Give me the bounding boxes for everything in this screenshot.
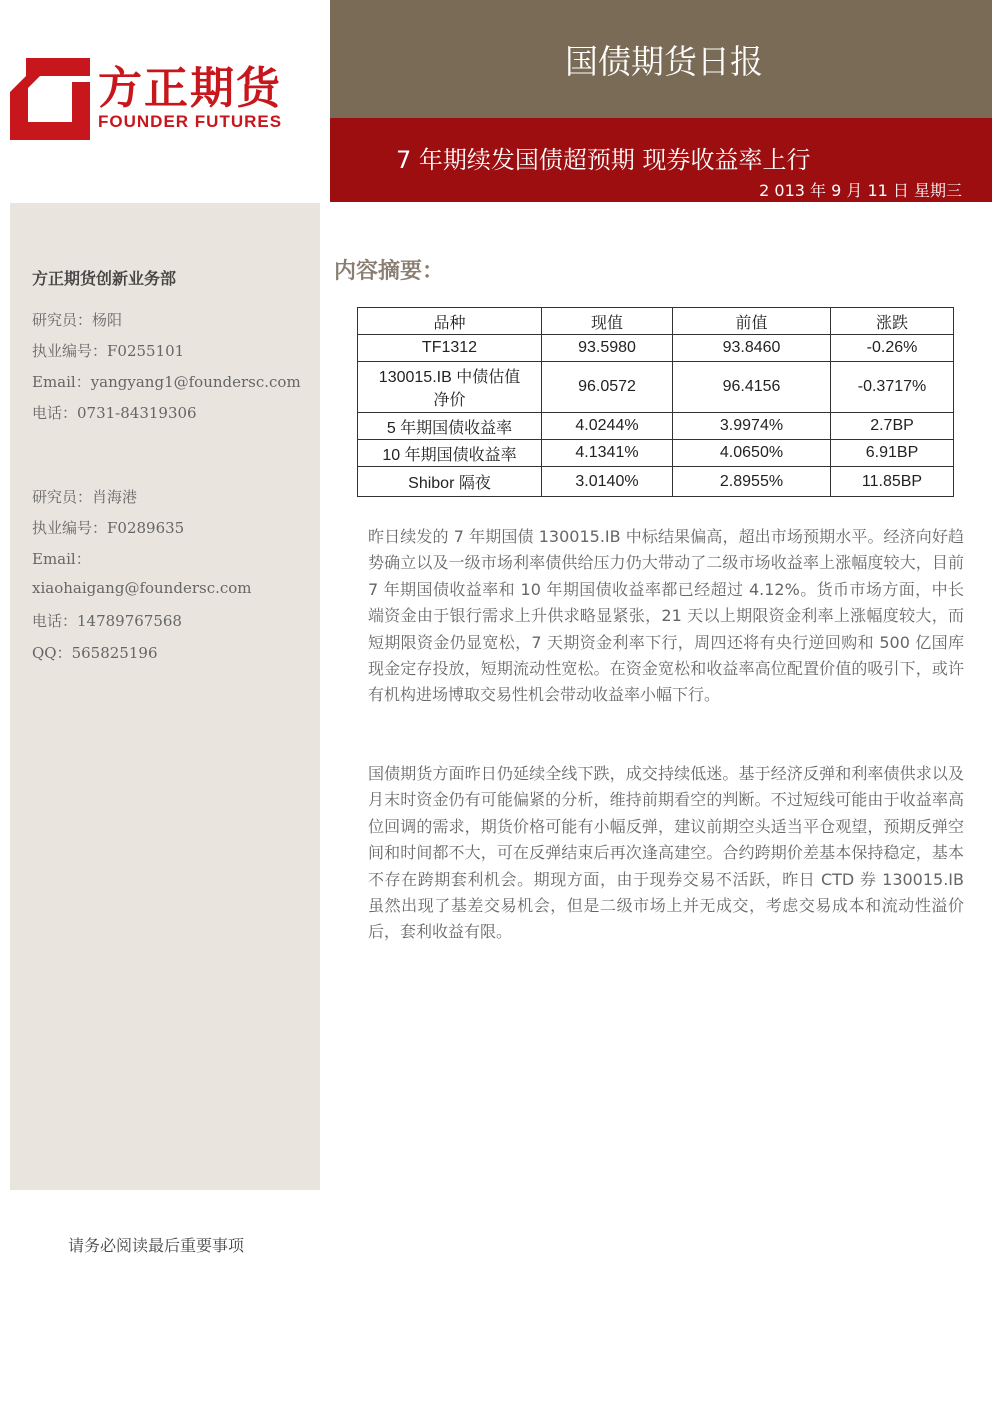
cell-item — [358, 362, 542, 413]
market-quotes-table — [357, 307, 954, 497]
analyst2-qq: QQ：565825196 — [32, 644, 158, 662]
analysis-paragraph-2: 国债期货方面昨日仍延续全线下跌，成交持续低迷。基于经济反弹和利率债供求以及月末时资金仍有可能偏紧的分析，维持前期看空的判断。不过短线可能由于收益率高位回调的需求，期货价格可能有小幅反弹，建议前期空头适当平仓观望，预期反弹空间和时间都不大，可在反弹结束后再次逢高建空。合约跨期价差基本保持稳定，基本不存在跨期套利机会。期现方面，由于现券交易不活跃，昨日 CTD 券 130015.IB 虽然出现了基差交易机会，但是二级市场上并无成交，考虑交易成本和流动性溢价后，套利收益有限。 — [368, 764, 964, 942]
brand-logo — [0, 0, 330, 200]
department-name: 方正期货创新业务部 — [32, 269, 177, 288]
cell-current: 96.0572 — [542, 362, 673, 413]
col-header-change: 涨跌 — [831, 308, 954, 335]
analyst1-license: 执业编号：F0255101 — [32, 342, 185, 360]
logo-english-name: FOUNDER FUTURES — [98, 112, 283, 131]
cell-current: 3.0140% — [542, 467, 673, 497]
cell-change: 6.91BP — [831, 440, 954, 467]
cell-current: 4.0244% — [542, 413, 673, 440]
analyst2-license: 执业编号：F0289635 — [32, 519, 185, 537]
table-row — [358, 362, 954, 413]
cell-item: Shibor 隔夜 — [358, 467, 542, 497]
col-header-previous: 前值 — [673, 308, 831, 335]
cell-item: 5 年期国债收益率 — [358, 413, 542, 440]
table-row — [358, 467, 954, 497]
cell-change: 11.85BP — [831, 467, 954, 497]
headline: 7 年期续发国债超预期 现券收益率上行 — [396, 146, 811, 174]
table-row — [358, 440, 954, 467]
summary-heading: 内容摘要： — [334, 259, 445, 284]
disclaimer-note: 请务必阅读最后重要事项 — [68, 1236, 245, 1255]
logo-chinese-name: 方正期货 — [98, 63, 282, 114]
report-title-bar — [330, 0, 992, 118]
analyst2-name: 研究员：肖海港 — [32, 488, 138, 506]
report-date: 2 013 年 9 月 11 日 星期三 — [759, 181, 962, 200]
analyst-sidebar — [10, 203, 320, 1190]
cell-item-line1: 130015.IB 中债估值 — [378, 369, 521, 386]
cell-current: 4.1341% — [542, 440, 673, 467]
cell-change: 2.7BP — [831, 413, 954, 440]
founder-logo-icon — [10, 58, 90, 140]
report-title: 国债期货日报 — [565, 42, 763, 81]
cell-previous: 4.0650% — [673, 440, 831, 467]
cell-item-line2: 净价 — [433, 392, 466, 409]
cell-previous: 3.9974% — [673, 413, 831, 440]
analyst2-email-label: Email： — [32, 550, 91, 568]
analysis-paragraph-1: 昨日续发的 7 年期国债 130015.IB 中标结果偏高，超出市场预期水平。经济向好趋势确立以及一级市场利率债供给压力仍大带动了二级市场收益率上涨幅度较大，目前 7 年期国债收益率和 10 年期国债收益率都已经超过 4.12%。货币市场方面，中长端资金由于银行需求上升供求略显紧张，21 天以上期限资金利率上涨幅度较大，而短期限资金仍显宽松，7 天期资金利率下行，周四还将有央行逆回购和 500 亿国库现金定存投放，短期流动性宽松。在资金宽松和收益率高位配置价值的吸引下，或许有机构进场博取交易性机会带动收益率小幅下行。 — [368, 527, 964, 705]
cell-previous: 96.4156 — [673, 362, 831, 413]
col-header-current: 现值 — [542, 308, 673, 335]
analyst1-name: 研究员：杨阳 — [32, 311, 123, 329]
analyst1-phone: 电话：0731-84319306 — [32, 404, 197, 422]
analyst2-email: xiaohaigang@foundersc.com — [32, 579, 252, 597]
headline-bar — [330, 118, 992, 202]
cell-item: 10 年期国债收益率 — [358, 440, 542, 467]
cell-change: -0.3717% — [831, 362, 954, 413]
cell-previous: 2.8955% — [673, 467, 831, 497]
cell-previous: 93.8460 — [673, 335, 831, 362]
table-header-row — [358, 308, 954, 335]
cell-change: -0.26% — [831, 335, 954, 362]
table-row — [358, 335, 954, 362]
analyst1-email: Email：yangyang1@foundersc.com — [32, 373, 301, 391]
cell-item: TF1312 — [358, 335, 542, 362]
table-row — [358, 413, 954, 440]
analyst2-phone: 电话：14789767568 — [32, 612, 182, 630]
col-header-item: 品种 — [358, 308, 542, 335]
cell-current: 93.5980 — [542, 335, 673, 362]
